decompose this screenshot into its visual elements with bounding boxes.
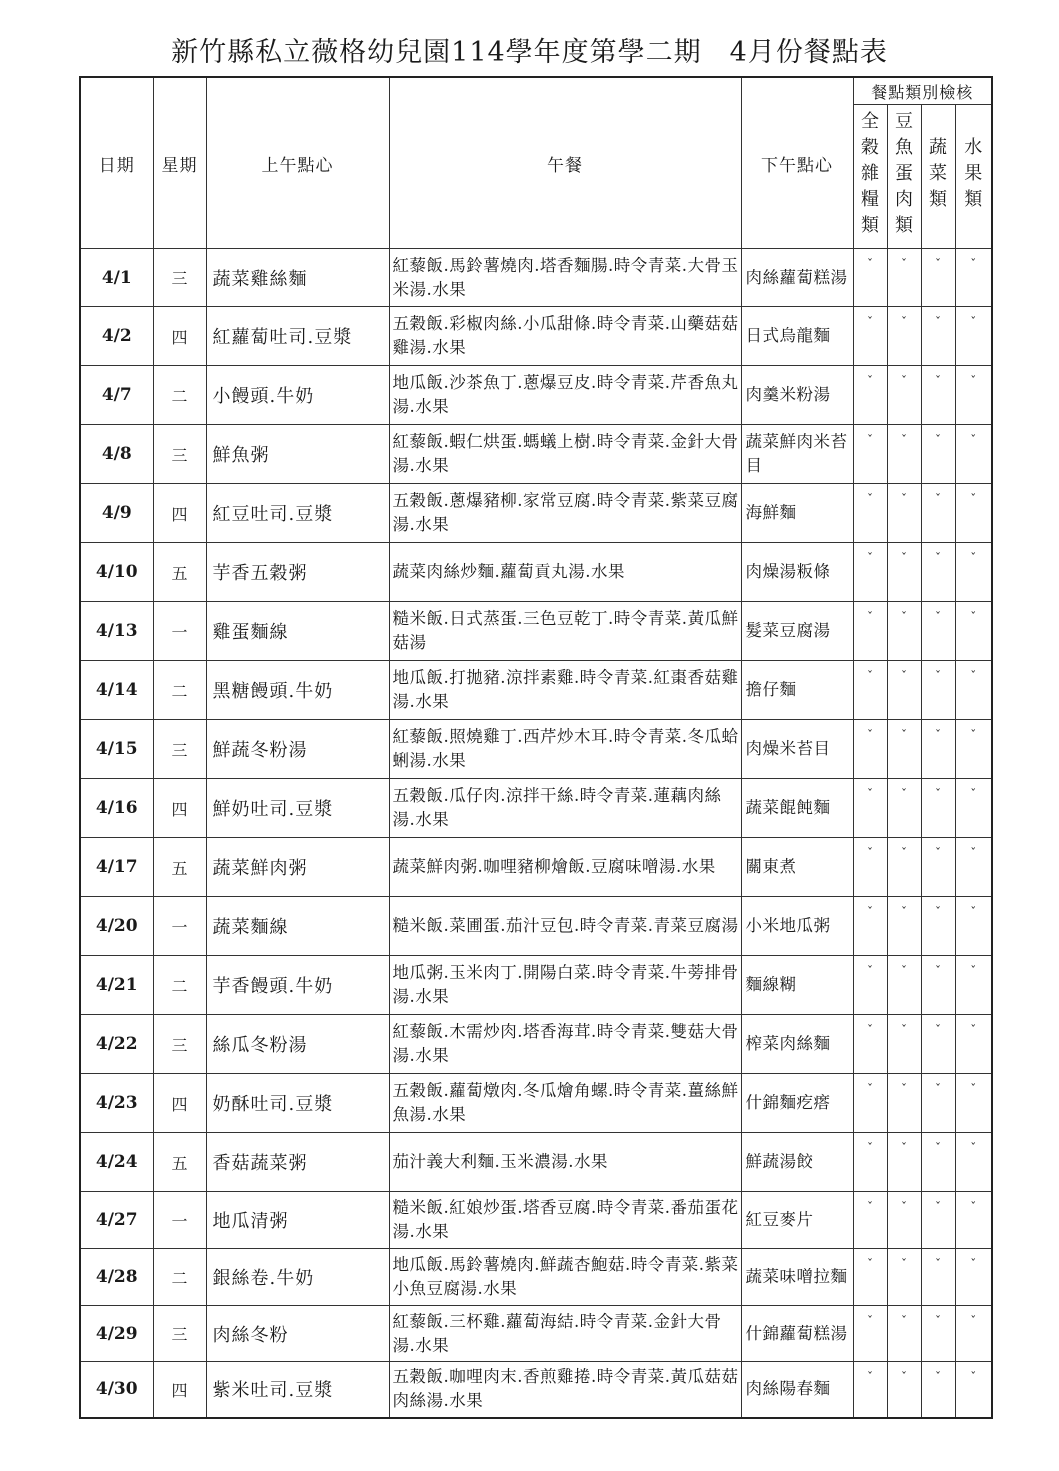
date-cell: 4/27	[80, 1192, 153, 1249]
header-lunch: 午餐	[389, 77, 741, 249]
lunch-cell: 五穀飯.蔥爆豬柳.家常豆腐.時令青菜.紫菜豆腐湯.水果	[389, 484, 741, 543]
morning-snack-cell: 奶酥吐司.豆漿	[206, 1074, 389, 1133]
weekday-cell: 三	[153, 425, 206, 484]
header-check-fruit: 水果類	[964, 137, 983, 210]
afternoon-snack-cell: 日式烏龍麵	[741, 307, 853, 366]
check-mark-cell: ˇ	[853, 779, 887, 838]
check-mark-cell: ˇ	[921, 779, 955, 838]
weekday-cell: 二	[153, 661, 206, 720]
weekday-cell: 三	[153, 1015, 206, 1074]
check-mark-cell: ˇ	[853, 425, 887, 484]
check-mark-cell: ˇ	[921, 366, 955, 425]
check-mark-cell: ˇ	[887, 249, 921, 307]
morning-snack-cell: 芋香五穀粥	[206, 543, 389, 602]
check-mark-cell: ˇ	[955, 1133, 992, 1192]
afternoon-snack-cell: 擔仔麵	[741, 661, 853, 720]
afternoon-snack-cell: 紅豆麥片	[741, 1192, 853, 1249]
check-mark-cell: ˇ	[853, 366, 887, 425]
afternoon-snack-cell: 肉羹米粉湯	[741, 366, 853, 425]
check-mark-cell: ˇ	[887, 720, 921, 779]
weekday-cell: 三	[153, 1306, 206, 1362]
check-mark-cell: ˇ	[887, 779, 921, 838]
morning-snack-cell: 蔬菜雞絲麵	[206, 249, 389, 307]
weekday-cell: 三	[153, 249, 206, 307]
morning-snack-cell: 肉絲冬粉	[206, 1306, 389, 1362]
morning-snack-cell: 鮮奶吐司.豆漿	[206, 779, 389, 838]
check-mark-cell: ˇ	[887, 1362, 921, 1418]
table-row	[80, 1306, 992, 1362]
afternoon-snack-cell: 肉絲陽春麵	[741, 1362, 853, 1418]
table-row	[80, 720, 992, 779]
header-date: 日期	[80, 77, 153, 249]
check-mark-cell: ˇ	[853, 661, 887, 720]
date-cell: 4/15	[80, 720, 153, 779]
check-mark-cell: ˇ	[921, 249, 955, 307]
afternoon-snack-cell: 肉燥米苔目	[741, 720, 853, 779]
table-row	[80, 1074, 992, 1133]
weekday-cell: 一	[153, 897, 206, 956]
date-cell: 4/8	[80, 425, 153, 484]
check-mark-cell: ˇ	[887, 1249, 921, 1306]
weekday-cell: 二	[153, 956, 206, 1015]
check-mark-cell: ˇ	[955, 1249, 992, 1306]
date-cell: 4/14	[80, 661, 153, 720]
date-cell: 4/23	[80, 1074, 153, 1133]
lunch-cell: 紅藜飯.照燒雞丁.西芹炒木耳.時令青菜.冬瓜蛤蜊湯.水果	[389, 720, 741, 779]
check-mark-cell: ˇ	[921, 307, 955, 366]
check-mark-cell: ˇ	[921, 661, 955, 720]
check-mark-cell: ˇ	[853, 897, 887, 956]
lunch-cell: 蔬菜鮮肉粥.咖哩豬柳燴飯.豆腐味噌湯.水果	[389, 838, 741, 897]
check-mark-cell: ˇ	[955, 1362, 992, 1418]
lunch-cell: 紅藜飯.馬鈴薯燒肉.塔香麵腸.時令青菜.大骨玉米湯.水果	[389, 249, 741, 307]
date-cell: 4/28	[80, 1249, 153, 1306]
check-mark-cell: ˇ	[887, 897, 921, 956]
check-mark-cell: ˇ	[955, 425, 992, 484]
weekday-cell: 四	[153, 1074, 206, 1133]
afternoon-snack-cell: 海鮮麵	[741, 484, 853, 543]
check-mark-cell: ˇ	[921, 956, 955, 1015]
check-mark-cell: ˇ	[853, 720, 887, 779]
check-mark-cell: ˇ	[853, 484, 887, 543]
table-row	[80, 307, 992, 366]
morning-snack-cell: 黑糖饅頭.牛奶	[206, 661, 389, 720]
check-mark-cell: ˇ	[853, 249, 887, 307]
weekday-cell: 五	[153, 543, 206, 602]
lunch-cell: 紅藜飯.蝦仁烘蛋.螞蟻上樹.時令青菜.金針大骨湯.水果	[389, 425, 741, 484]
morning-snack-cell: 小饅頭.牛奶	[206, 366, 389, 425]
weekday-cell: 四	[153, 484, 206, 543]
morning-snack-cell: 雞蛋麵線	[206, 602, 389, 661]
check-mark-cell: ˇ	[853, 1133, 887, 1192]
afternoon-snack-cell: 蔬菜味噌拉麵	[741, 1249, 853, 1306]
check-mark-cell: ˇ	[921, 425, 955, 484]
afternoon-snack-cell: 肉絲蘿蔔糕湯	[741, 249, 853, 307]
check-mark-cell: ˇ	[955, 956, 992, 1015]
check-mark-cell: ˇ	[921, 543, 955, 602]
check-mark-cell: ˇ	[955, 1074, 992, 1133]
weekday-cell: 四	[153, 307, 206, 366]
morning-snack-cell: 鮮蔬冬粉湯	[206, 720, 389, 779]
afternoon-snack-cell: 小米地瓜粥	[741, 897, 853, 956]
morning-snack-cell: 紅豆吐司.豆漿	[206, 484, 389, 543]
afternoon-snack-cell: 什錦蘿蔔糕湯	[741, 1306, 853, 1362]
lunch-cell: 地瓜粥.玉米肉丁.開陽白菜.時令青菜.牛蒡排骨湯.水果	[389, 956, 741, 1015]
morning-snack-cell: 紫米吐司.豆漿	[206, 1362, 389, 1418]
header-check-grains: 全穀雜糧類	[861, 111, 879, 236]
check-mark-cell: ˇ	[921, 1362, 955, 1418]
check-mark-cell: ˇ	[955, 249, 992, 307]
check-mark-cell: ˇ	[955, 1306, 992, 1362]
check-mark-cell: ˇ	[887, 602, 921, 661]
table-row	[80, 602, 992, 661]
morning-snack-cell: 絲瓜冬粉湯	[206, 1015, 389, 1074]
morning-snack-cell: 蔬菜麵線	[206, 897, 389, 956]
date-cell: 4/24	[80, 1133, 153, 1192]
date-cell: 4/21	[80, 956, 153, 1015]
table-row	[80, 779, 992, 838]
check-mark-cell: ˇ	[921, 720, 955, 779]
check-mark-cell: ˇ	[853, 838, 887, 897]
check-mark-cell: ˇ	[887, 484, 921, 543]
table-row	[80, 425, 992, 484]
check-mark-cell: ˇ	[955, 1015, 992, 1074]
check-mark-cell: ˇ	[921, 1133, 955, 1192]
table-row	[80, 1133, 992, 1192]
header-weekday: 星期	[153, 77, 206, 249]
table-row	[80, 366, 992, 425]
date-cell: 4/7	[80, 366, 153, 425]
date-cell: 4/30	[80, 1362, 153, 1418]
header-morning-snack: 上午點心	[206, 77, 389, 249]
weekday-cell: 五	[153, 1133, 206, 1192]
check-mark-cell: ˇ	[887, 1015, 921, 1074]
check-mark-cell: ˇ	[955, 779, 992, 838]
check-mark-cell: ˇ	[853, 1192, 887, 1249]
check-mark-cell: ˇ	[853, 1306, 887, 1362]
lunch-cell: 地瓜飯.馬鈴薯燒肉.鮮蔬杏鮑菇.時令青菜.紫菜小魚豆腐湯.水果	[389, 1249, 741, 1306]
check-mark-cell: ˇ	[955, 661, 992, 720]
table-row	[80, 1362, 992, 1418]
lunch-cell: 地瓜飯.打拋豬.涼拌素雞.時令青菜.紅棗香菇雞湯.水果	[389, 661, 741, 720]
check-mark-cell: ˇ	[887, 661, 921, 720]
check-mark-cell: ˇ	[955, 897, 992, 956]
date-cell: 4/20	[80, 897, 153, 956]
weekday-cell: 一	[153, 1192, 206, 1249]
weekday-cell: 四	[153, 779, 206, 838]
weekday-cell: 一	[153, 602, 206, 661]
check-mark-cell: ˇ	[887, 838, 921, 897]
morning-snack-cell: 蔬菜鮮肉粥	[206, 838, 389, 897]
table-row	[80, 543, 992, 602]
header-check-vegetables: 蔬菜類	[929, 137, 947, 210]
morning-snack-cell: 地瓜清粥	[206, 1192, 389, 1249]
date-cell: 4/16	[80, 779, 153, 838]
date-cell: 4/9	[80, 484, 153, 543]
menu-table	[79, 76, 993, 1419]
check-mark-cell: ˇ	[921, 602, 955, 661]
check-mark-cell: ˇ	[921, 1192, 955, 1249]
afternoon-snack-cell: 什錦麵疙瘩	[741, 1074, 853, 1133]
table-row	[80, 956, 992, 1015]
check-mark-cell: ˇ	[955, 720, 992, 779]
check-mark-cell: ˇ	[887, 1074, 921, 1133]
date-cell: 4/29	[80, 1306, 153, 1362]
afternoon-snack-cell: 髮菜豆腐湯	[741, 602, 853, 661]
date-cell: 4/13	[80, 602, 153, 661]
check-mark-cell: ˇ	[887, 366, 921, 425]
check-mark-cell: ˇ	[887, 307, 921, 366]
check-mark-cell: ˇ	[921, 1306, 955, 1362]
lunch-cell: 茄汁義大利麵.玉米濃湯.水果	[389, 1133, 741, 1192]
check-mark-cell: ˇ	[853, 1362, 887, 1418]
check-mark-cell: ˇ	[955, 1192, 992, 1249]
check-mark-cell: ˇ	[921, 1015, 955, 1074]
check-mark-cell: ˇ	[887, 1192, 921, 1249]
lunch-cell: 紅藜飯.三杯雞.蘿蔔海結.時令青菜.金針大骨湯.水果	[389, 1306, 741, 1362]
check-mark-cell: ˇ	[853, 307, 887, 366]
page-title: 新竹縣私立薇格幼兒園114學年度第學二期 4月份餐點表	[171, 37, 888, 68]
check-mark-cell: ˇ	[921, 484, 955, 543]
check-mark-cell: ˇ	[887, 1306, 921, 1362]
date-cell: 4/22	[80, 1015, 153, 1074]
date-cell: 4/10	[80, 543, 153, 602]
date-cell: 4/17	[80, 838, 153, 897]
check-mark-cell: ˇ	[887, 543, 921, 602]
header-afternoon-snack: 下午點心	[741, 77, 853, 249]
check-mark-cell: ˇ	[853, 543, 887, 602]
morning-snack-cell: 鮮魚粥	[206, 425, 389, 484]
check-mark-cell: ˇ	[853, 1249, 887, 1306]
check-mark-cell: ˇ	[853, 1015, 887, 1074]
check-mark-cell: ˇ	[921, 897, 955, 956]
lunch-cell: 糙米飯.菜圃蛋.茄汁豆包.時令青菜.青菜豆腐湯	[389, 897, 741, 956]
check-mark-cell: ˇ	[921, 1249, 955, 1306]
weekday-cell: 二	[153, 1249, 206, 1306]
afternoon-snack-cell: 肉燥湯粄條	[741, 543, 853, 602]
check-mark-cell: ˇ	[921, 838, 955, 897]
check-mark-cell: ˇ	[853, 956, 887, 1015]
table-row	[80, 838, 992, 897]
check-mark-cell: ˇ	[955, 366, 992, 425]
weekday-cell: 五	[153, 838, 206, 897]
morning-snack-cell: 銀絲卷.牛奶	[206, 1249, 389, 1306]
morning-snack-cell: 香菇蔬菜粥	[206, 1133, 389, 1192]
check-mark-cell: ˇ	[853, 1074, 887, 1133]
table-row	[80, 1192, 992, 1249]
date-cell: 4/1	[80, 249, 153, 307]
afternoon-snack-cell: 蔬菜餛飩麵	[741, 779, 853, 838]
table-row	[80, 897, 992, 956]
lunch-cell: 五穀飯.蘿蔔燉肉.冬瓜燴角螺.時令青菜.薑絲鮮魚湯.水果	[389, 1074, 741, 1133]
lunch-cell: 五穀飯.彩椒肉絲.小瓜甜條.時令青菜.山藥菇菇雞湯.水果	[389, 307, 741, 366]
table-row	[80, 1015, 992, 1074]
header-check-group: 餐點類別檢核	[853, 77, 992, 105]
check-mark-cell: ˇ	[955, 543, 992, 602]
table-row	[80, 1249, 992, 1306]
lunch-cell: 蔬菜肉絲炒麵.蘿蔔貢丸湯.水果	[389, 543, 741, 602]
lunch-cell: 紅藜飯.木需炒肉.塔香海茸.時令青菜.雙菇大骨湯.水果	[389, 1015, 741, 1074]
lunch-cell: 五穀飯.瓜仔肉.涼拌干絲.時令青菜.蓮藕肉絲湯.水果	[389, 779, 741, 838]
check-mark-cell: ˇ	[955, 307, 992, 366]
weekday-cell: 二	[153, 366, 206, 425]
check-mark-cell: ˇ	[955, 484, 992, 543]
header-check-protein: 豆魚蛋肉類	[895, 111, 913, 236]
check-mark-cell: ˇ	[853, 602, 887, 661]
date-cell: 4/2	[80, 307, 153, 366]
check-mark-cell: ˇ	[887, 956, 921, 1015]
morning-snack-cell: 芋香饅頭.牛奶	[206, 956, 389, 1015]
table-row	[80, 661, 992, 720]
check-mark-cell: ˇ	[955, 602, 992, 661]
lunch-cell: 五穀飯.咖哩肉末.香煎雞捲.時令青菜.黃瓜菇菇肉絲湯.水果	[389, 1362, 741, 1418]
table-row	[80, 249, 992, 307]
table-row	[80, 484, 992, 543]
afternoon-snack-cell: 蔬菜鮮肉米苔目	[741, 425, 853, 484]
check-mark-cell: ˇ	[921, 1074, 955, 1133]
afternoon-snack-cell: 麵線糊	[741, 956, 853, 1015]
check-mark-cell: ˇ	[887, 425, 921, 484]
check-mark-cell: ˇ	[887, 1133, 921, 1192]
check-mark-cell: ˇ	[955, 838, 992, 897]
weekday-cell: 四	[153, 1362, 206, 1418]
afternoon-snack-cell: 關東煮	[741, 838, 853, 897]
lunch-cell: 地瓜飯.沙茶魚丁.蔥爆豆皮.時令青菜.芹香魚丸湯.水果	[389, 366, 741, 425]
weekday-cell: 三	[153, 720, 206, 779]
lunch-cell: 糙米飯.日式蒸蛋.三色豆乾丁.時令青菜.黃瓜鮮菇湯	[389, 602, 741, 661]
afternoon-snack-cell: 鮮蔬湯餃	[741, 1133, 853, 1192]
afternoon-snack-cell: 榨菜肉絲麵	[741, 1015, 853, 1074]
morning-snack-cell: 紅蘿蔔吐司.豆漿	[206, 307, 389, 366]
lunch-cell: 糙米飯.紅娘炒蛋.塔香豆腐.時令青菜.番茄蛋花湯.水果	[389, 1192, 741, 1249]
